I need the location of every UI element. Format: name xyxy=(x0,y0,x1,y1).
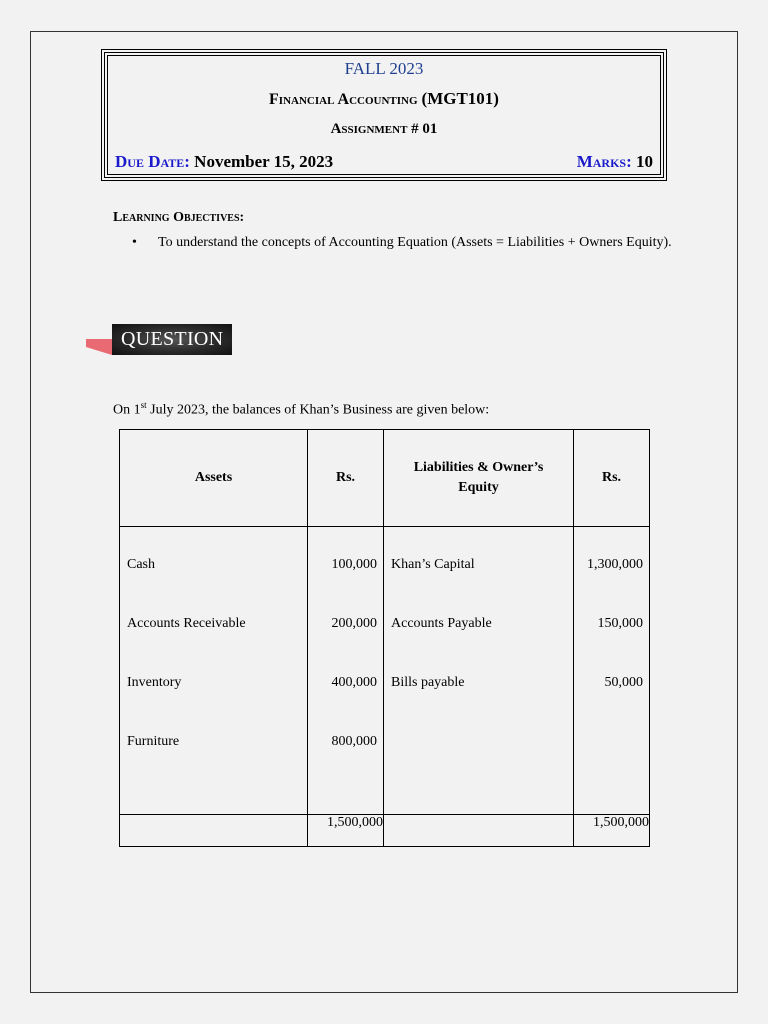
table-header-row xyxy=(120,430,650,527)
table-row: 400,000 xyxy=(331,675,377,690)
question-banner: QUESTION xyxy=(112,324,232,355)
col-header-liabilities xyxy=(384,430,574,527)
banner-arrow-icon xyxy=(86,339,112,355)
assets-amounts-cell xyxy=(308,527,384,815)
col-header-liabilities-rs: Rs. xyxy=(574,430,650,527)
intro-ordinal: st xyxy=(140,400,147,410)
balance-table xyxy=(119,429,650,847)
assets-names-cell xyxy=(120,527,308,815)
table-row: 150,000 xyxy=(597,616,643,631)
table-row: 100,000 xyxy=(331,557,377,572)
table-row: Accounts Receivable xyxy=(127,616,246,631)
table-row: Inventory xyxy=(127,675,182,690)
totals-empty-cell xyxy=(120,815,308,847)
table-row: 1,300,000 xyxy=(587,557,643,572)
bullet-icon: • xyxy=(132,235,137,250)
totals-row xyxy=(120,815,650,847)
liabilities-names-cell xyxy=(384,527,574,815)
table-row: Cash xyxy=(127,557,155,572)
col-header-assets: Assets xyxy=(120,430,308,527)
intro-text-start: On 1 xyxy=(113,402,141,418)
table-row: 50,000 xyxy=(604,675,643,690)
col-header-assets-rs: Rs. xyxy=(308,430,384,527)
marks-value: 10 xyxy=(636,152,653,171)
learning-objectives-list xyxy=(132,232,672,253)
due-date xyxy=(115,152,333,172)
intro-text-end: July 2023, the balances of Khan’s Business are given below: xyxy=(146,402,490,418)
semester-title: FALL 2023 xyxy=(344,59,424,78)
table-body-row xyxy=(120,527,650,815)
course-name: Financial Accounting xyxy=(269,91,418,108)
totals-empty-cell xyxy=(384,815,574,847)
total-liabilities: 1,500,000 xyxy=(574,815,650,847)
assignment-number: Assignment # 01 xyxy=(330,121,438,137)
course-code: (MGT101) xyxy=(421,89,499,108)
total-assets: 1,500,000 xyxy=(308,815,384,847)
table-row: Khan’s Capital xyxy=(391,557,475,572)
marks xyxy=(577,152,653,172)
table-row: Bills payable xyxy=(391,675,465,690)
table-row: 800,000 xyxy=(331,734,377,749)
due-date-label: Due Date: xyxy=(115,152,190,171)
col-header-liabilities-text: Liabilities & Owner’s Equity xyxy=(413,460,544,495)
table-row: Furniture xyxy=(127,734,180,749)
due-date-value: November 15, 2023 xyxy=(194,152,334,171)
question-intro xyxy=(113,400,489,419)
learning-objectives-heading: Learning Objectives: xyxy=(113,210,245,225)
marks-label: Marks: xyxy=(576,152,632,171)
course-title xyxy=(105,89,663,109)
table-row: Accounts Payable xyxy=(391,616,492,631)
liabilities-amounts-cell xyxy=(574,527,650,815)
learning-objective-item: To understand the concepts of Accounting Equation (Assets = Liabilities + Owners Equity). xyxy=(158,235,672,250)
assignment-header xyxy=(101,49,667,181)
table-row: 200,000 xyxy=(331,616,377,631)
